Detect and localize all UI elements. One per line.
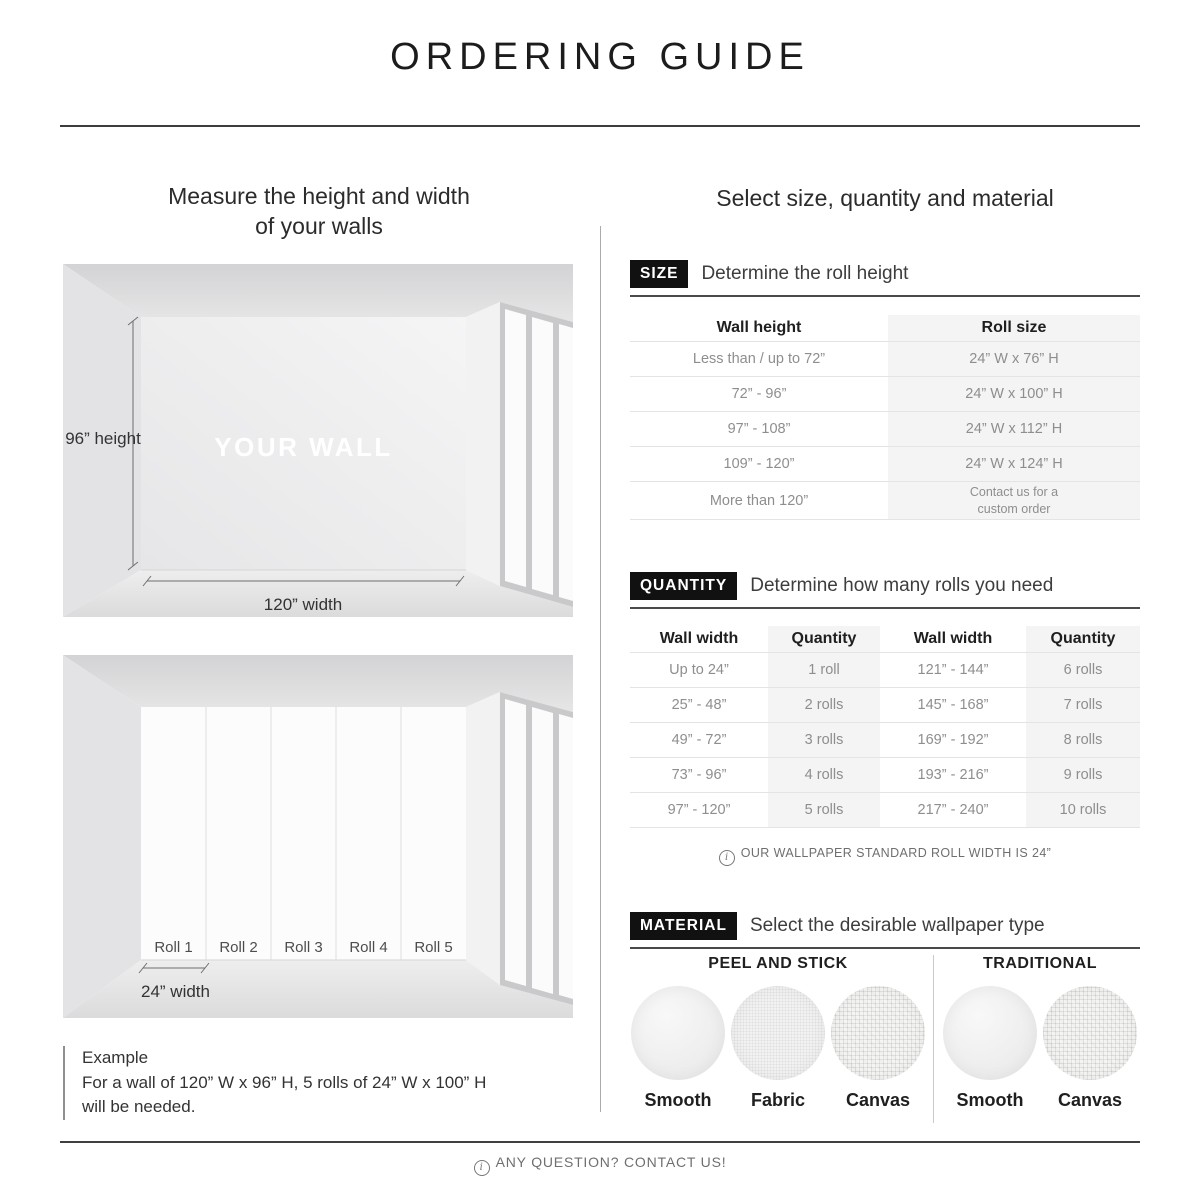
quantity-badge: QUANTITY	[630, 572, 737, 600]
room-illustration-measure	[63, 264, 573, 617]
example-line2: will be needed.	[82, 1097, 196, 1117]
width-dimension-label: 120” width	[263, 595, 343, 614]
swatch-label: Canvas	[845, 1090, 911, 1110]
roll-label: Roll 2	[219, 939, 258, 956]
custom-order-note: Contact us for a custom order	[969, 484, 1059, 516]
roll-width-note-text: OUR WALLPAPER STANDARD ROLL WIDTH IS 24”	[740, 846, 1052, 860]
column-divider	[600, 226, 601, 1112]
material-section-header	[630, 912, 1140, 949]
page-title: ORDERING GUIDE	[390, 36, 810, 78]
material-group-peel-and-stick	[630, 955, 926, 1111]
size-badge: SIZE	[630, 260, 688, 288]
material-options	[630, 955, 1140, 1125]
quantity-cell: 3 rolls	[768, 723, 880, 758]
quantity-cell: 169” - 192”	[880, 723, 1026, 758]
room-scene	[63, 655, 573, 1018]
window-jamb	[466, 692, 500, 985]
quantity-cell: 193” - 216”	[880, 758, 1026, 793]
window-pane	[532, 707, 553, 994]
size-cell: 24” W x 112” H	[888, 412, 1140, 447]
height-dimension-label: 96” height	[65, 429, 141, 448]
roll-width-dimension-label: 24” width	[141, 982, 210, 1001]
info-icon	[474, 1160, 490, 1176]
size-cell: 109” - 120”	[630, 447, 888, 482]
quantity-table	[630, 626, 1140, 828]
material-option-canvas	[1042, 986, 1139, 1111]
quantity-col-header: Wall width	[880, 626, 1026, 653]
swatch-label: Canvas	[1057, 1090, 1123, 1110]
quantity-col-header: Wall width	[630, 626, 768, 653]
roll-label: Roll 4	[349, 939, 388, 956]
material-group-title: TRADITIONAL	[983, 955, 1097, 972]
canvas-texture-swatch	[1043, 986, 1137, 1080]
roll-label: Roll 5	[414, 939, 453, 956]
size-cell: 24” W x 100” H	[888, 377, 1140, 412]
left-heading-line2: of your walls	[255, 212, 383, 239]
example-line1: For a wall of 120” W x 96” H, 5 rolls of 24” W x 100” H	[82, 1072, 487, 1092]
left-heading-line1: Measure the height and width	[168, 183, 470, 209]
roll-label: Roll 3	[284, 939, 323, 956]
window-jamb	[466, 302, 500, 586]
size-cell: More than 120”	[630, 482, 888, 520]
roll-width-note	[630, 846, 1140, 866]
quantity-cell: 4 rolls	[768, 758, 880, 793]
header-divider	[60, 125, 1140, 127]
swatch-label: Fabric	[750, 1090, 806, 1110]
material-option-fabric	[730, 986, 827, 1111]
roll-label: Roll 1	[154, 939, 193, 956]
quantity-cell: 10 rolls	[1026, 793, 1140, 828]
material-option-smooth	[942, 986, 1039, 1111]
your-wall-label: YOUR WALL	[214, 432, 393, 462]
footer-divider	[60, 1141, 1140, 1143]
fabric-texture-swatch	[731, 986, 825, 1080]
material-group-divider	[933, 955, 934, 1123]
quantity-cell: 145” - 168”	[880, 688, 1026, 723]
quantity-cell: 5 rolls	[768, 793, 880, 828]
contact-note-text: ANY QUESTION? CONTACT US!	[495, 1154, 727, 1170]
window-pane	[559, 324, 573, 601]
right-column-heading: Select size, quantity and material	[716, 185, 1054, 211]
swatch-label: Smooth	[956, 1090, 1024, 1110]
material-option-smooth	[630, 986, 727, 1111]
size-cell: 24” W x 76” H	[888, 342, 1140, 377]
left-wall	[63, 655, 141, 1018]
quantity-cell: 121” - 144”	[880, 653, 1026, 688]
window-pane	[505, 699, 526, 986]
wallpaper-rolls	[141, 707, 466, 960]
canvas-texture-swatch	[831, 986, 925, 1080]
size-table	[630, 315, 1140, 520]
quantity-col-header: Quantity	[1026, 626, 1140, 653]
size-cell: 24” W x 124” H	[888, 447, 1140, 482]
material-option-canvas	[830, 986, 927, 1111]
quantity-cell: 7 rolls	[1026, 688, 1140, 723]
example-block	[63, 1046, 552, 1120]
info-icon	[719, 850, 735, 866]
quantity-subtitle: Determine how many rolls you need	[750, 575, 1054, 596]
swatch-label: Smooth	[644, 1090, 712, 1110]
size-cell	[888, 482, 1140, 520]
quantity-cell: 6 rolls	[1026, 653, 1140, 688]
left-column-heading	[63, 182, 575, 242]
material-group-title: PEEL AND STICK	[708, 955, 848, 972]
size-cell: Less than / up to 72”	[630, 342, 888, 377]
quantity-cell: 73” - 96”	[630, 758, 768, 793]
quantity-col-header: Quantity	[768, 626, 880, 653]
quantity-cell: 25” - 48”	[630, 688, 768, 723]
swatch-row	[630, 986, 927, 1111]
contact-note	[0, 1154, 1200, 1176]
size-col-header: Wall height	[630, 315, 888, 342]
smooth-texture-swatch	[943, 986, 1037, 1080]
size-col-header: Roll size	[888, 315, 1140, 342]
size-section-header	[630, 260, 1140, 297]
window-pane	[505, 309, 526, 587]
quantity-cell: 9 rolls	[1026, 758, 1140, 793]
quantity-cell: 217” - 240”	[880, 793, 1026, 828]
quantity-cell: 1 roll	[768, 653, 880, 688]
smooth-texture-swatch	[631, 986, 725, 1080]
example-title: Example	[82, 1048, 149, 1067]
room-illustration-rolls	[63, 655, 573, 1018]
material-group-traditional	[940, 955, 1140, 1111]
quantity-section-header	[630, 572, 1140, 609]
window-pane	[559, 714, 573, 999]
size-cell: 72” - 96”	[630, 377, 888, 412]
material-badge: MATERIAL	[630, 912, 737, 940]
quantity-cell: 49” - 72”	[630, 723, 768, 758]
quantity-cell: 8 rolls	[1026, 723, 1140, 758]
quantity-cell: 2 rolls	[768, 688, 880, 723]
quantity-cell: Up to 24”	[630, 653, 768, 688]
size-cell: 97” - 108”	[630, 412, 888, 447]
swatch-row	[942, 986, 1139, 1111]
material-subtitle: Select the desirable wallpaper type	[749, 915, 1045, 936]
size-subtitle: Determine the roll height	[701, 263, 909, 284]
quantity-cell: 97” - 120”	[630, 793, 768, 828]
window-pane	[532, 317, 553, 595]
